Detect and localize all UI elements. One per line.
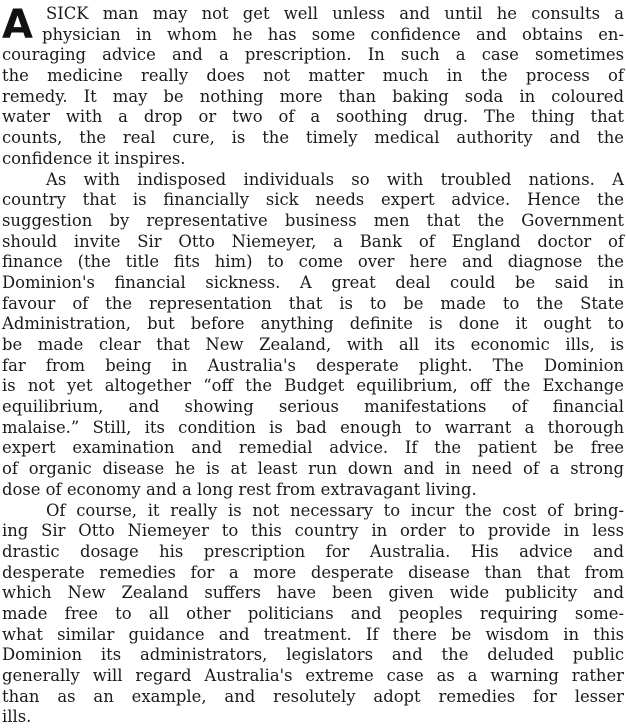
text-line: ing Sir Otto Niemeyer to this country in order to provide in less	[2, 521, 624, 542]
text-line: generally will regard Australia's extreme case as a warning rather	[2, 666, 624, 687]
text-line: far from being in Australia's desperate plight. The Dominion	[2, 356, 624, 377]
text-line: SICK man may not get well unless and until he consults a	[2, 4, 624, 25]
text-line: water with a drop or two of a soothing drug. The thing that	[2, 107, 624, 128]
text-line: than as an example, and resolutely adopt remedies for lesser	[2, 687, 624, 708]
text-line: Dominion's financial sickness. A great deal could be said in	[2, 273, 624, 294]
newspaper-article	[2, 4, 624, 728]
text-line: is not yet altogether “off the Budget equilibrium, off the Exchange	[2, 376, 624, 397]
text-line: remedy. It may be nothing more than baking soda in coloured	[2, 87, 624, 108]
text-line: malaise.” Still, its condition is bad enough to warrant a thorough	[2, 418, 624, 439]
text-line: confidence it inspires.	[2, 149, 624, 170]
text-line: what similar guidance and treatment. If there be wisdom in this	[2, 625, 624, 646]
text-line: counts, the real cure, is the timely medical authority and the	[2, 128, 624, 149]
text-line: of organic disease he is at least run down and in need of a strong	[2, 459, 624, 480]
paragraph-2	[2, 170, 624, 501]
paragraph-3	[2, 501, 624, 728]
drop-cap: A	[2, 5, 33, 45]
text-line: dose of economy and a long rest from extravagant living.	[2, 480, 624, 501]
text-line: be made clear that New Zealand, with all its economic ills, is	[2, 335, 624, 356]
text-line: finance (the title fits him) to come over here and diagnose the	[2, 252, 624, 273]
text-line: Of course, it really is not necessary to incur the cost of bring-	[2, 501, 624, 522]
text-line: equilibrium, and showing serious manifestations of financial	[2, 397, 624, 418]
text-line: physician in whom he has some confidence and obtains en-	[2, 25, 624, 46]
text-line: country that is financially sick needs expert advice. Hence the	[2, 190, 624, 211]
text-line: the medicine really does not matter much in the process of	[2, 66, 624, 87]
text-line: should invite Sir Otto Niemeyer, a Bank of England doctor of	[2, 232, 624, 253]
text-line: expert examination and remedial advice. If the patient be free	[2, 438, 624, 459]
text-line: Administration, but before anything definite is done it ought to	[2, 314, 624, 335]
text-line: couraging advice and a prescription. In such a case sometimes	[2, 45, 624, 66]
text-line: ills.	[2, 707, 624, 728]
text-line: made free to all other politicians and peoples requiring some-	[2, 604, 624, 625]
paragraph-1	[2, 4, 624, 170]
text-line: drastic dosage his prescription for Australia. His advice and	[2, 542, 624, 563]
text-line: which New Zealand suffers have been given wide publicity and	[2, 583, 624, 604]
text-line: Dominion its administrators, legislators and the deluded public	[2, 645, 624, 666]
text-line: As with indisposed individuals so with troubled nations. A	[2, 170, 624, 191]
text-line: suggestion by representative business men that the Government	[2, 211, 624, 232]
text-line: desperate remedies for a more desperate disease than that from	[2, 563, 624, 584]
text-line: favour of the representation that is to be made to the State	[2, 294, 624, 315]
